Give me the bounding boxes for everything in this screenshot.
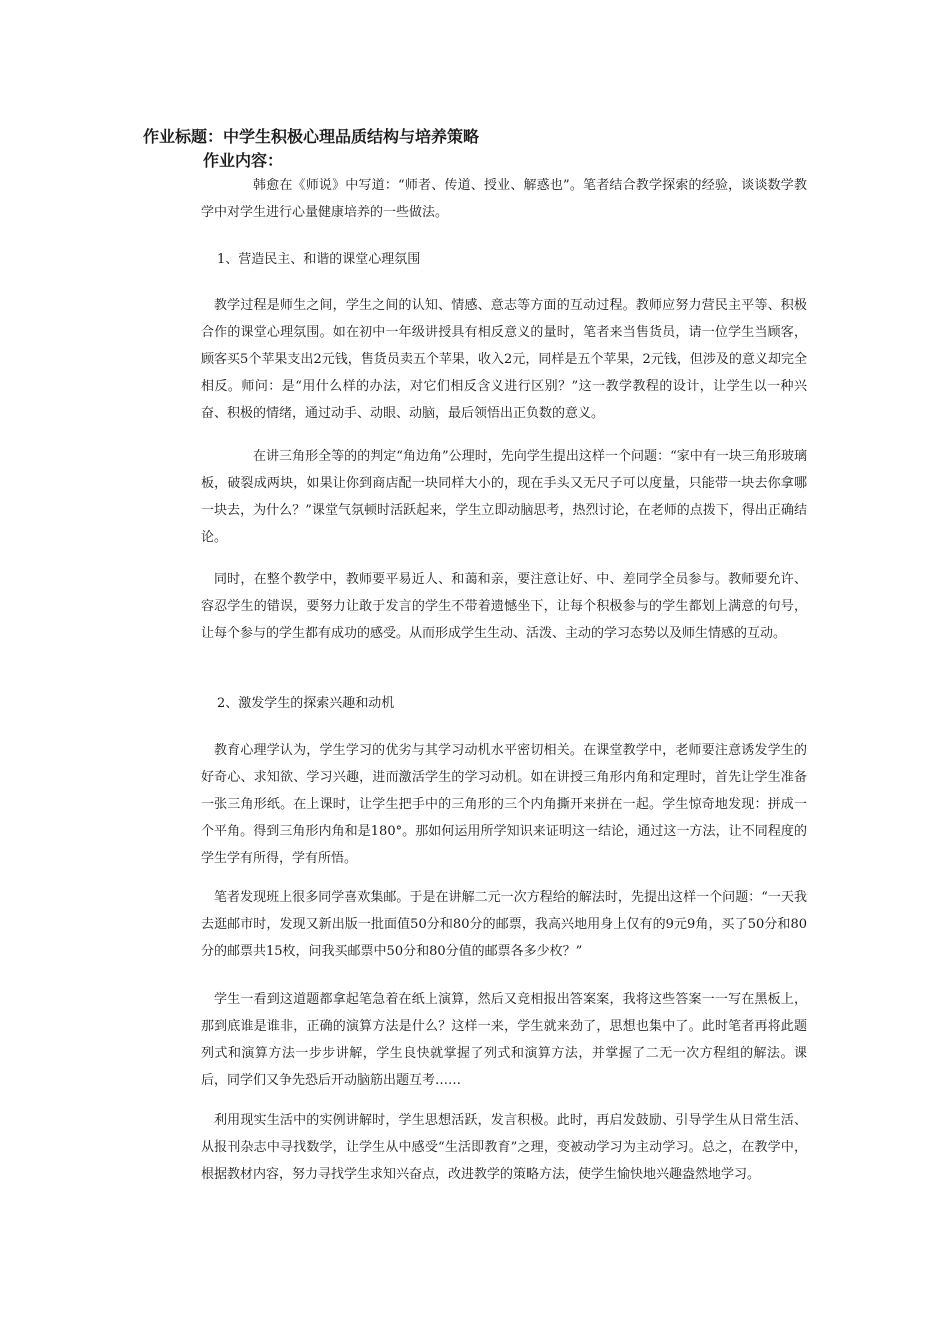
- body-paragraph: 笔者发现班上很多同学喜欢集邮。于是在讲解二元一次方程给的解法时，先提出这样一个问题：“一天我去逛邮市时，发现又新出版一批面值50分和80分的邮票，我高兴地用身上仅有的9元9角，买了50分和80分的邮票共15枚，问我买邮票中50分和80分值的邮票各多少枚？”: [201, 890, 807, 959]
- assignment-title: 作业标题：中学生积极心理品质结构与培养策略: [143, 127, 480, 146]
- section-heading-1: 1、营造民主、和谐的课堂心理氛围: [217, 252, 421, 267]
- assignment-content-label: 作业内容：: [203, 151, 284, 170]
- body-paragraph: 在讲三角形全等的的判定“角边角”公理时，先向学生提出这样一个问题：“家中有一块三角形玻璃板，破裂成两块，如果让你到商店配一块同样大小的，现在手头又无尺子可以度量，只能带一块去你拿哪一块去，为什么？”课堂气氛顿时活跃起来，学生立即动脑思考，热烈讨论，在老师的点拨下，得出正确结论。: [201, 449, 807, 545]
- intro-paragraph: 韩愈在《师说》中写道：“师者、传道、授业、解惑也”。笔者结合教学探索的经验，谈谈数学教学中对学生进行心量健康培养的一些做法。: [201, 178, 807, 220]
- body-paragraph: 学生一看到这道题都拿起笔急着在纸上演算，然后又竞相报出答案案，我将这些答案一一写在黑板上，那到底谁是谁非，正确的演算方法是什么？这样一来，学生就来劲了，思想也集中了。此时笔者再将此题列式和演算方法一步步讲解，学生良快就掌握了列式和演算方法，并掌握了二无一次方程组的解法。课后，同学们又争先恐后开动脑筋出题互考……: [201, 992, 807, 1088]
- section-heading-2: 2、激发学生的探索兴趣和动机: [217, 696, 395, 711]
- body-paragraph: 利用现实生活中的实例讲解时，学生思想活跃，发言积极。此时，再启发鼓励、引导学生从日常生活、从报刊杂志中寻找数学，让学生从中感受“生活即教育”之理，变被动学习为主动学习。总之，在教学中，根据教材内容，努力寻找学生求知兴奋点，改进教学的策略方法，使学生愉快地兴趣盎然地学习。: [201, 1113, 807, 1182]
- body-paragraph: 教育心理学认为，学生学习的优劣与其学习动机水平密切相关。在课堂教学中，老师要注意诱发学生的好奇心、求知欲、学习兴趣，进而激活学生的学习动机。如在讲授三角形内角和定理时，首先让学生准备一张三角形纸。在上课时，让学生把手中的三角形的三个内角撕开来拼在一起。学生惊奇地发现：拼成一个平角。得到三角形内角和是180°。那如何运用所学知识来证明这一结论，通过这一方法，让不同程度的学生学有所得，学有所悟。: [201, 743, 807, 866]
- body-paragraph: 同时，在整个教学中，教师要平易近人、和蔼和亲，要注意让好、中、差同学全员参与。教师要允许、容忍学生的错误，要努力让敢于发言的学生不带着遗憾坐下，让每个积极参与的学生都划上满意的句号，让每个参与的学生都有成功的感受。从而形成学生生动、活泼、主动的学习态势以及师生情感的互动。: [201, 572, 807, 641]
- body-paragraph: 教学过程是师生之间，学生之间的认知、情感、意志等方面的互动过程。教师应努力营民主平等、积极合作的课堂心理氛围。如在初中一年级讲授具有相反意义的量时，笔者来当售货员，请一位学生当顾客，顾客买5个苹果支出2元钱，售货员卖五个苹果，收入2元，同样是五个苹果，2元钱，但涉及的意义却完全相反。师问：是“用什么样的办法，对它们相反含义进行区别？”这一教学教程的设计，让学生以一种兴奋、积极的情绪，通过动手、动眼、动脑，最后领悟出正负数的意义。: [201, 298, 807, 421]
